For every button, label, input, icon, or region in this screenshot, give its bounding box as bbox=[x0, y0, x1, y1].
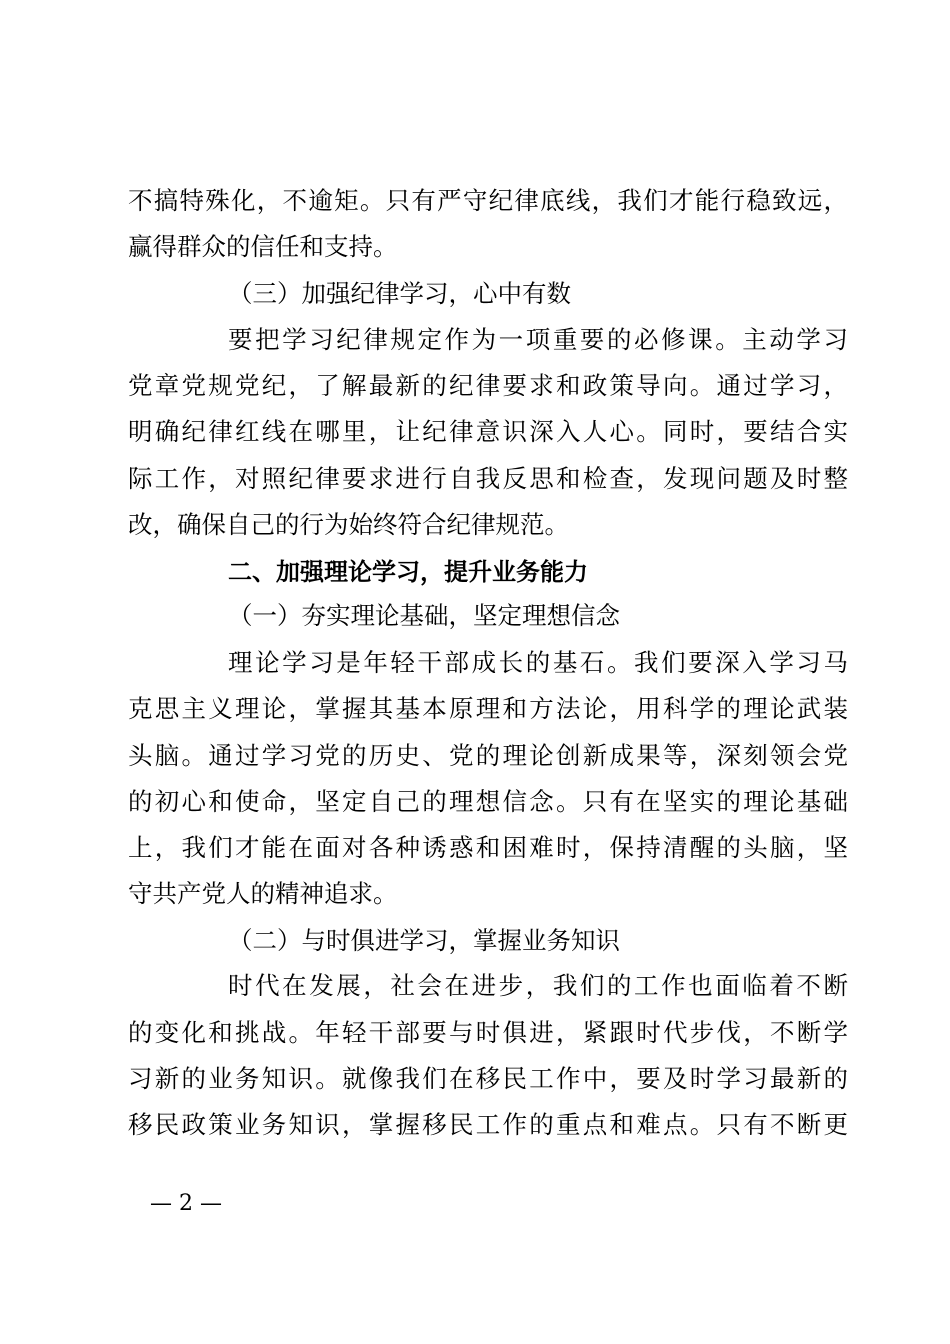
body-text-line: 党章党规党纪，了解最新的纪律要求和政策导向。通过学习， bbox=[128, 371, 848, 400]
body-text-line: 头脑。通过学习党的历史、党的理论创新成果等，深刻领会党 bbox=[128, 741, 848, 770]
body-text-line: 际工作，对照纪律要求进行自我反思和检查，发现问题及时整 bbox=[128, 464, 848, 493]
body-text-line: 移民政策业务知识，掌握移民工作的重点和难点。只有不断更 bbox=[128, 1110, 848, 1139]
body-text-line: 理论学习是年轻干部成长的基石。我们要深入学习马 bbox=[228, 648, 848, 677]
body-text-line: 不搞特殊化，不逾矩。只有严守纪律底线，我们才能行稳致远， bbox=[128, 186, 848, 215]
body-text-line: 习新的业务知识。就像我们在移民工作中，要及时学习最新的 bbox=[128, 1064, 848, 1093]
subsection-heading: （一）夯实理论基础，坚定理想信念 bbox=[228, 601, 620, 630]
body-text-line: 的初心和使命，坚定自己的理想信念。只有在坚实的理论基础 bbox=[128, 787, 848, 816]
body-text-line: 上，我们才能在面对各种诱惑和困难时，保持清醒的头脑，坚 bbox=[128, 833, 848, 862]
body-text-line: 赢得群众的信任和支持。 bbox=[128, 232, 398, 261]
subsection-heading: （二）与时俱进学习，掌握业务知识 bbox=[228, 926, 620, 955]
body-text-line: 改，确保自己的行为始终符合纪律规范。 bbox=[128, 510, 569, 539]
section-heading: 二、加强理论学习，提升业务能力 bbox=[228, 558, 588, 586]
body-text-line: 明确纪律红线在哪里，让纪律意识深入人心。同时，要结合实 bbox=[128, 417, 848, 446]
subsection-heading: （三）加强纪律学习，心中有数 bbox=[228, 279, 571, 308]
body-text-line: 要把学习纪律规定作为一项重要的必修课。主动学习 bbox=[228, 325, 848, 354]
body-text-line: 的变化和挑战。年轻干部要与时俱进，紧跟时代步伐，不断学 bbox=[128, 1018, 848, 1047]
page-number: — 2 — bbox=[150, 1191, 222, 1216]
body-text-line: 时代在发展，社会在进步，我们的工作也面临着不断 bbox=[228, 971, 848, 1000]
body-text-line: 守共产党人的精神追求。 bbox=[128, 879, 398, 908]
body-text-line: 克思主义理论，掌握其基本原理和方法论，用科学的理论武装 bbox=[128, 694, 848, 723]
